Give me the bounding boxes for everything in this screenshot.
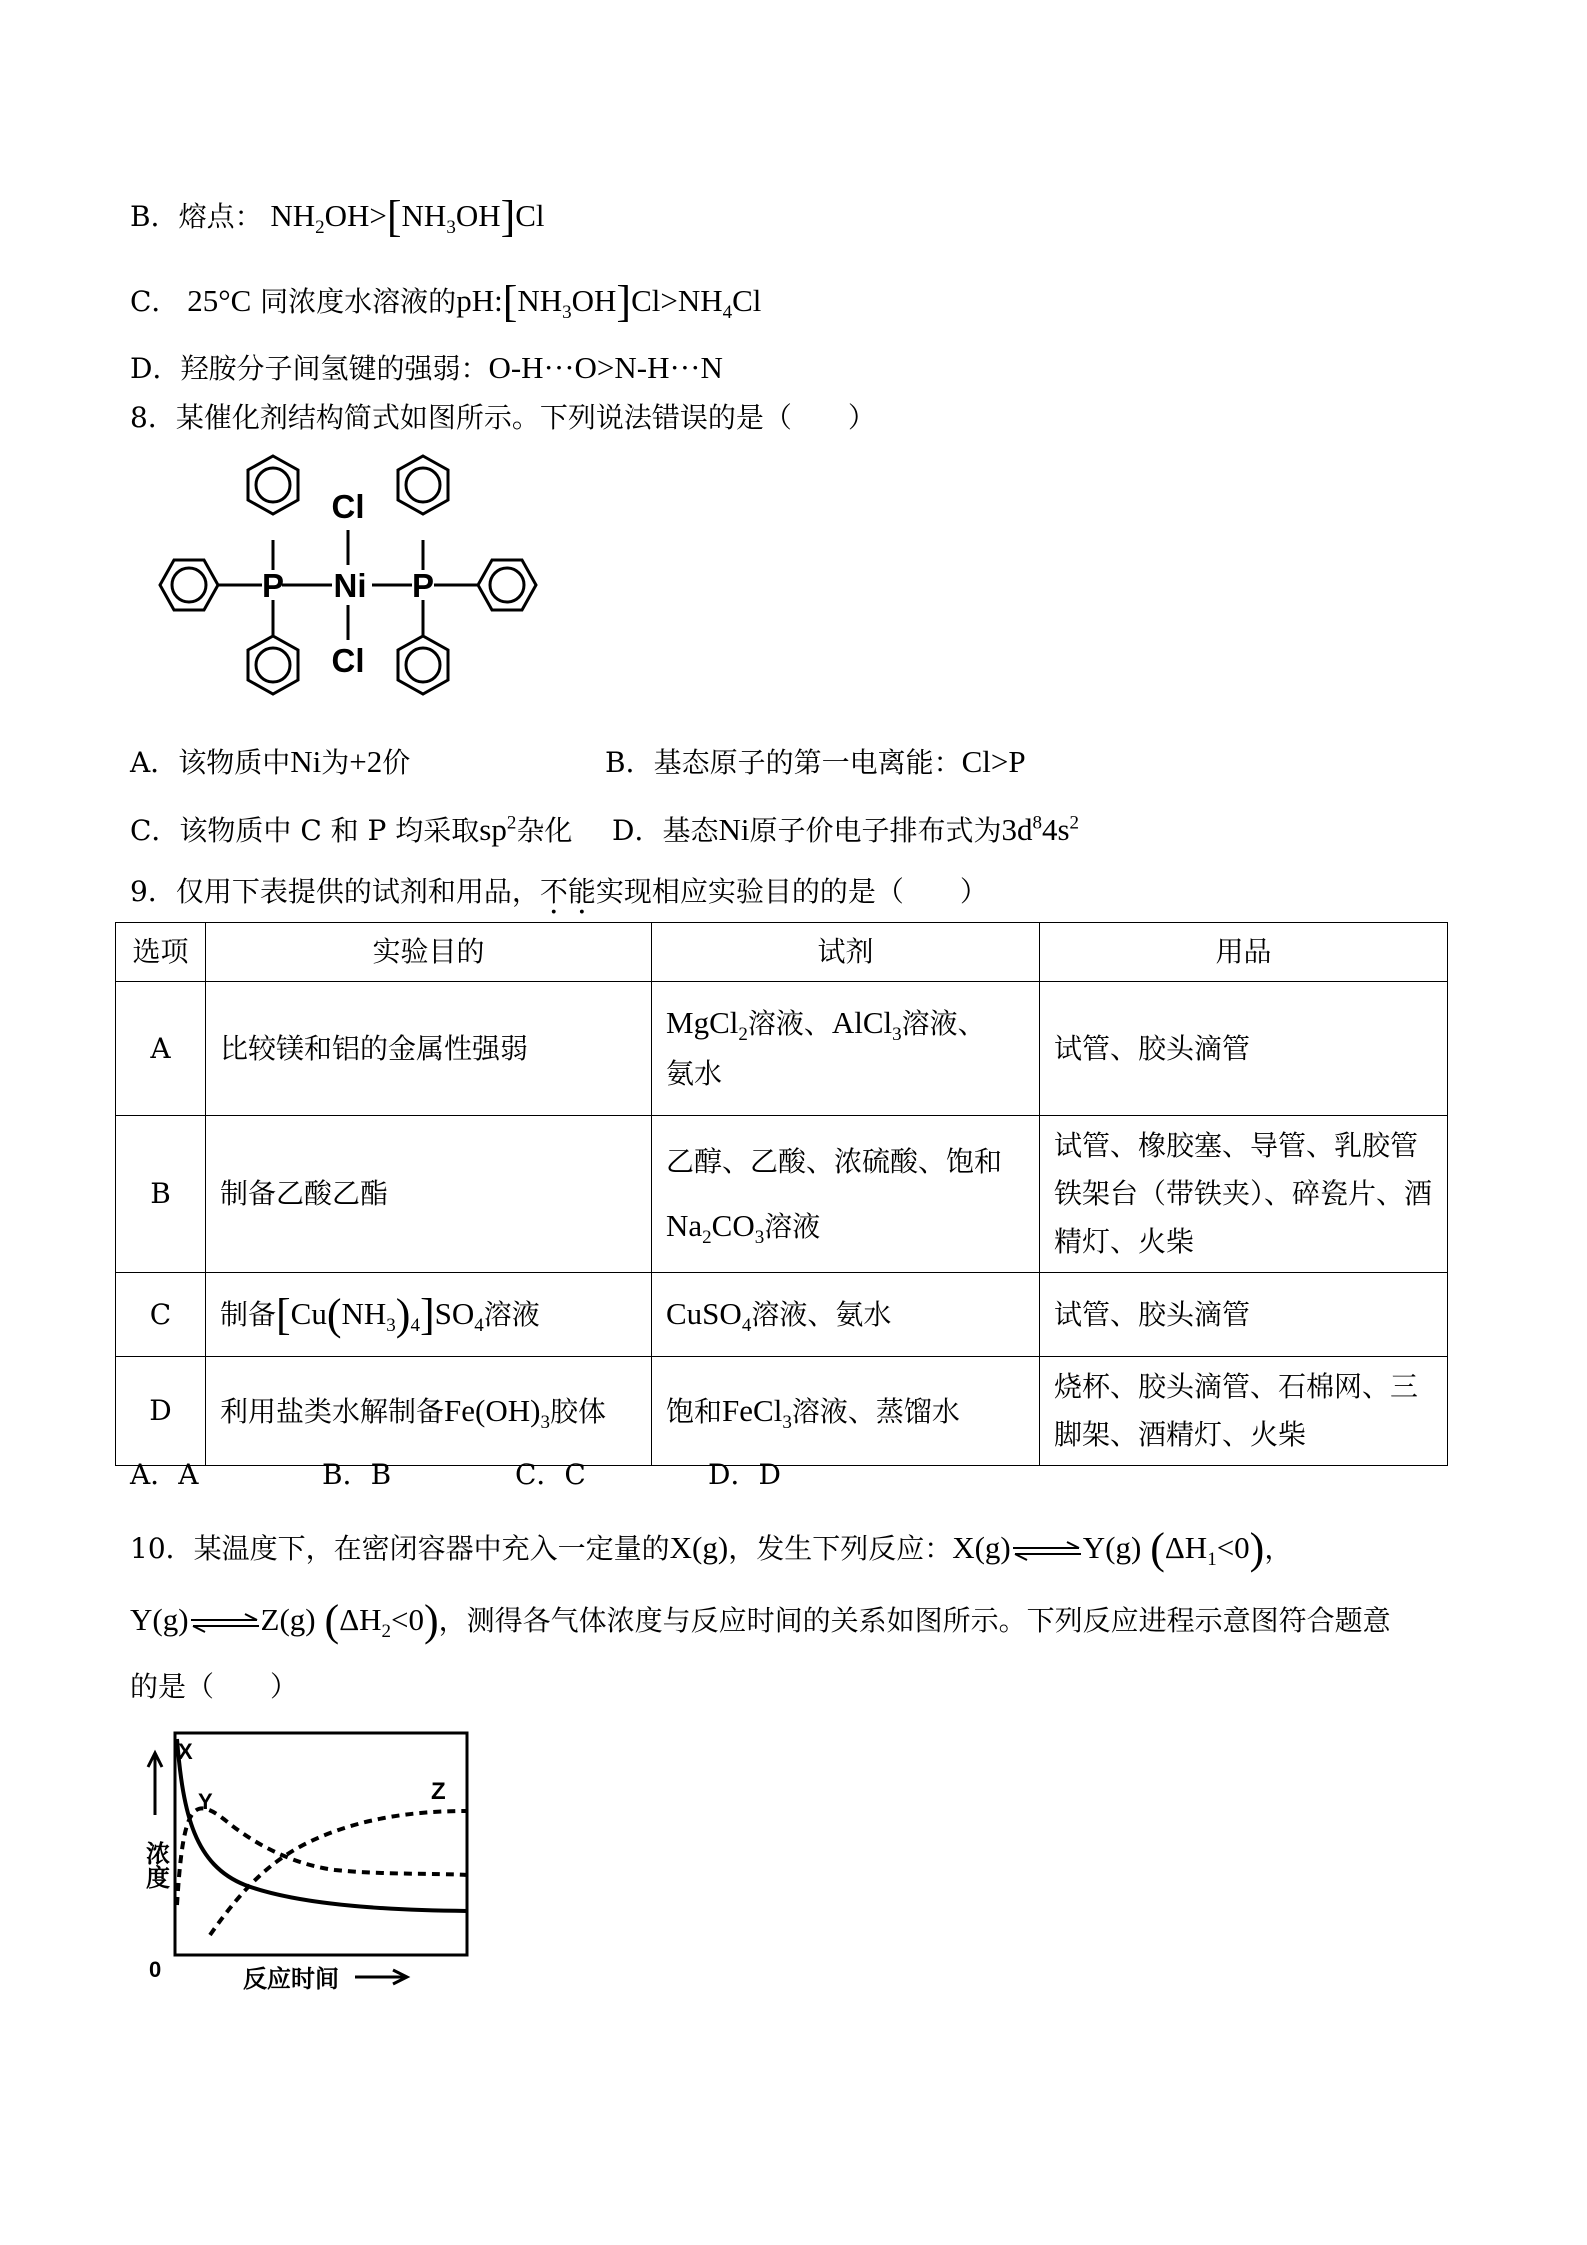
row-reagent: 乙醇、乙酸、浓硫酸、饱和 $Na_2CO_3$溶液 bbox=[652, 1116, 1040, 1273]
header-purpose: 实验目的 bbox=[206, 923, 652, 982]
row-purpose: 比较镁和铝的金属性强弱 bbox=[206, 982, 652, 1116]
table-header-row bbox=[116, 923, 1448, 982]
row-label: A bbox=[116, 982, 206, 1116]
row-reagent: MgCl$_2$溶液、AlCl$_3$溶液、 氨水 bbox=[652, 982, 1040, 1116]
equilibrium-arrow-icon bbox=[1011, 1540, 1083, 1562]
cl-bottom-label: Cl bbox=[331, 642, 365, 679]
nickel-complex-structure bbox=[140, 440, 560, 730]
row-purpose: 制备乙酸乙酯 bbox=[206, 1116, 652, 1273]
table-row bbox=[116, 982, 1448, 1116]
origin-label: 0 bbox=[149, 1957, 162, 1982]
q9-stem: 9．仅用下表提供的试剂和用品，不能实现相应实验目的的是（ ） bbox=[130, 875, 988, 908]
row-reagent: CuSO$_4$溶液、氨水 bbox=[652, 1273, 1040, 1357]
q9-option-d: D．D bbox=[708, 1458, 781, 1491]
x-axis-label: 反应时间 bbox=[243, 1966, 339, 1993]
table-row bbox=[116, 1357, 1448, 1466]
q10-stem-line2: Y(g) Z(g) $(\Delta H_2<0)$，测得各气体浓度与反应时间的关系如图所示。下列反应进程示意图符合题意 bbox=[130, 1596, 1391, 1645]
row-label: C bbox=[116, 1273, 206, 1357]
row-purpose: 利用盐类水解制备$Fe(OH)_3$胶体 bbox=[206, 1357, 652, 1466]
curve-x-label: X bbox=[178, 1739, 193, 1764]
q9-option-c: C．C bbox=[515, 1458, 586, 1491]
row-tools: 烧杯、胶头滴管、石棉网、三 脚架、酒精灯、火柴 bbox=[1040, 1357, 1448, 1466]
cl-top-label: Cl bbox=[331, 488, 365, 525]
y-axis-label: 浓度 bbox=[141, 1841, 169, 1889]
q8-option-a: A．该物质中Ni为+2价 bbox=[130, 744, 411, 779]
header-option: 选项 bbox=[116, 923, 206, 982]
table-row bbox=[116, 1116, 1448, 1273]
curve-y-label: Y bbox=[198, 1789, 213, 1814]
row-reagent: 饱和FeCl$_3$溶液、蒸馏水 bbox=[652, 1357, 1040, 1466]
header-tools: 用品 bbox=[1040, 923, 1448, 982]
q8-option-b: B．基态原子的第一电离能：Cl>P bbox=[605, 744, 1026, 779]
row-tools: 试管、胶头滴管 bbox=[1040, 982, 1448, 1116]
row-label: D bbox=[116, 1357, 206, 1466]
p-right-label: P bbox=[411, 567, 435, 604]
q9-option-a: A．A bbox=[130, 1458, 199, 1491]
q7-option-b: B．熔点： $NH_2OH>[NH_3OH]Cl$ bbox=[130, 192, 545, 241]
q8-option-c: C．该物质中 C 和 P 均采取$sp^2$杂化 bbox=[130, 812, 573, 847]
curve-z-label: Z bbox=[431, 1778, 446, 1805]
q10-stem-line1: 10．某温度下，在密闭容器中充入一定量的X(g)，发生下列反应：X(g) Y(g) $(\Delta H_1<0)$， bbox=[130, 1524, 1293, 1573]
equilibrium-arrow-icon bbox=[189, 1612, 261, 1634]
q7-option-d: D．羟胺分子间氢键的强弱：O-H···O>N-H···N bbox=[130, 350, 723, 385]
q9-option-b: B．B bbox=[322, 1458, 392, 1491]
q7-option-c: C． 25°C 同浓度水溶液的$pH:[NH_3OH]Cl>NH_4Cl$ bbox=[130, 277, 762, 326]
q8-stem: 8．某催化剂结构简式如图所示。下列说法错误的是（ ） bbox=[130, 401, 876, 434]
q8-option-d: D．基态Ni原子价电子排布式为$3d^84s^2$ bbox=[612, 812, 1080, 847]
q10-stem-line3: 的是（ ） bbox=[130, 1670, 299, 1703]
row-tools: 试管、橡胶塞、导管、乳胶管 铁架台（带铁夹）、碎瓷片、酒 精灯、火柴 bbox=[1040, 1116, 1448, 1273]
row-tools: 试管、胶头滴管 bbox=[1040, 1273, 1448, 1357]
header-reagent: 试剂 bbox=[652, 923, 1040, 982]
row-label: B bbox=[116, 1116, 206, 1273]
row-purpose: 制备$[Cu(NH_3)_4]SO_4$溶液 bbox=[206, 1273, 652, 1357]
concentration-time-graph bbox=[135, 1725, 475, 2000]
p-left-label: P bbox=[261, 567, 285, 604]
experiment-table bbox=[115, 922, 1448, 1466]
table-row bbox=[116, 1273, 1448, 1357]
ni-label: Ni bbox=[333, 567, 367, 604]
